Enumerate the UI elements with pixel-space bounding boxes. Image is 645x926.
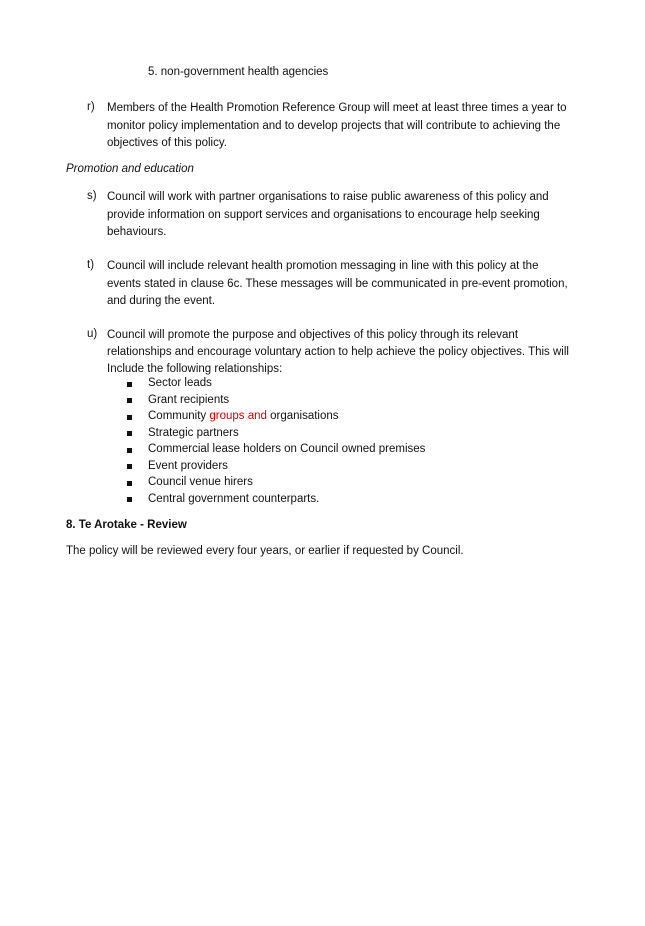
clause-r-line-2: monitor policy implementation and to develop projects that will contribute to achieving the [107, 119, 561, 132]
clause-s-line-3: behaviours. [107, 226, 167, 238]
clause-s-marker: s) [87, 190, 97, 202]
list-item-sector-leads: Sector leads [148, 377, 212, 389]
clause-s-text [107, 189, 549, 242]
bullet-icon [127, 448, 132, 453]
list-item-commercial-lease: Commercial lease holders on Council owned premises [148, 443, 426, 455]
clause-s-line-1: Council will work with partner organisations to raise public awareness of this policy and [107, 191, 549, 203]
list-item-5: 5. non-government health agencies [148, 66, 329, 78]
bullet-icon [127, 481, 132, 486]
clause-r-marker: r) [87, 101, 95, 113]
list-item-event-providers: Event providers [148, 460, 228, 472]
review-heading: 8. Te Arotake - Review [66, 519, 187, 531]
clause-r-line-1: Members of the Health Promotion Reference Group will meet at least three times a year to [107, 102, 567, 114]
clause-s-line-2: provide information on support services and organisations to encourage help seeking [107, 208, 540, 221]
clause-t-line-2: events stated in clause 6c. These messages will be communicated in pre-event promotion, [107, 277, 568, 290]
clause-t-marker: t) [87, 259, 95, 271]
clause-t-line-1: Council will include relevant health promotion messaging in line with this policy at the [107, 260, 539, 272]
bullet-icon [127, 431, 132, 436]
list-item-venue-hirers: Council venue hirers [148, 476, 253, 488]
clause-t-line-3: and during the event. [107, 295, 216, 307]
community-highlight: groups and [209, 410, 267, 422]
bullet-icon [127, 382, 132, 387]
list-item-strategic-partners: Strategic partners [148, 427, 239, 439]
promotion-heading: Promotion and education [66, 163, 194, 175]
bullet-icon [127, 464, 132, 469]
clause-u-line-2: relationships and encourage voluntary action to help achieve the policy objectives. This will [107, 345, 569, 358]
review-text: The policy will be reviewed every four years, or earlier if requested by Council. [66, 545, 464, 557]
clause-u-line-3: Include the following relationships: [107, 362, 283, 375]
clause-r-line-3: objectives of this policy. [107, 137, 227, 149]
community-suffix: organisations [266, 410, 339, 422]
list-item-grant-recipients: Grant recipients [148, 394, 230, 406]
clause-u-marker: u) [87, 328, 98, 340]
bullet-icon [127, 398, 132, 403]
clause-u-text [107, 327, 569, 377]
community-prefix: Community [148, 410, 210, 422]
list-item-central-govt: Central government counterparts. [148, 493, 320, 505]
clause-u-line-1: Council will promote the purpose and objectives of this policy through its relevant [107, 329, 519, 341]
clause-r-text [107, 100, 567, 153]
bullet-icon [127, 497, 132, 502]
list-item-community [148, 410, 339, 422]
bullet-icon [127, 415, 132, 420]
clause-t-text [107, 258, 568, 311]
